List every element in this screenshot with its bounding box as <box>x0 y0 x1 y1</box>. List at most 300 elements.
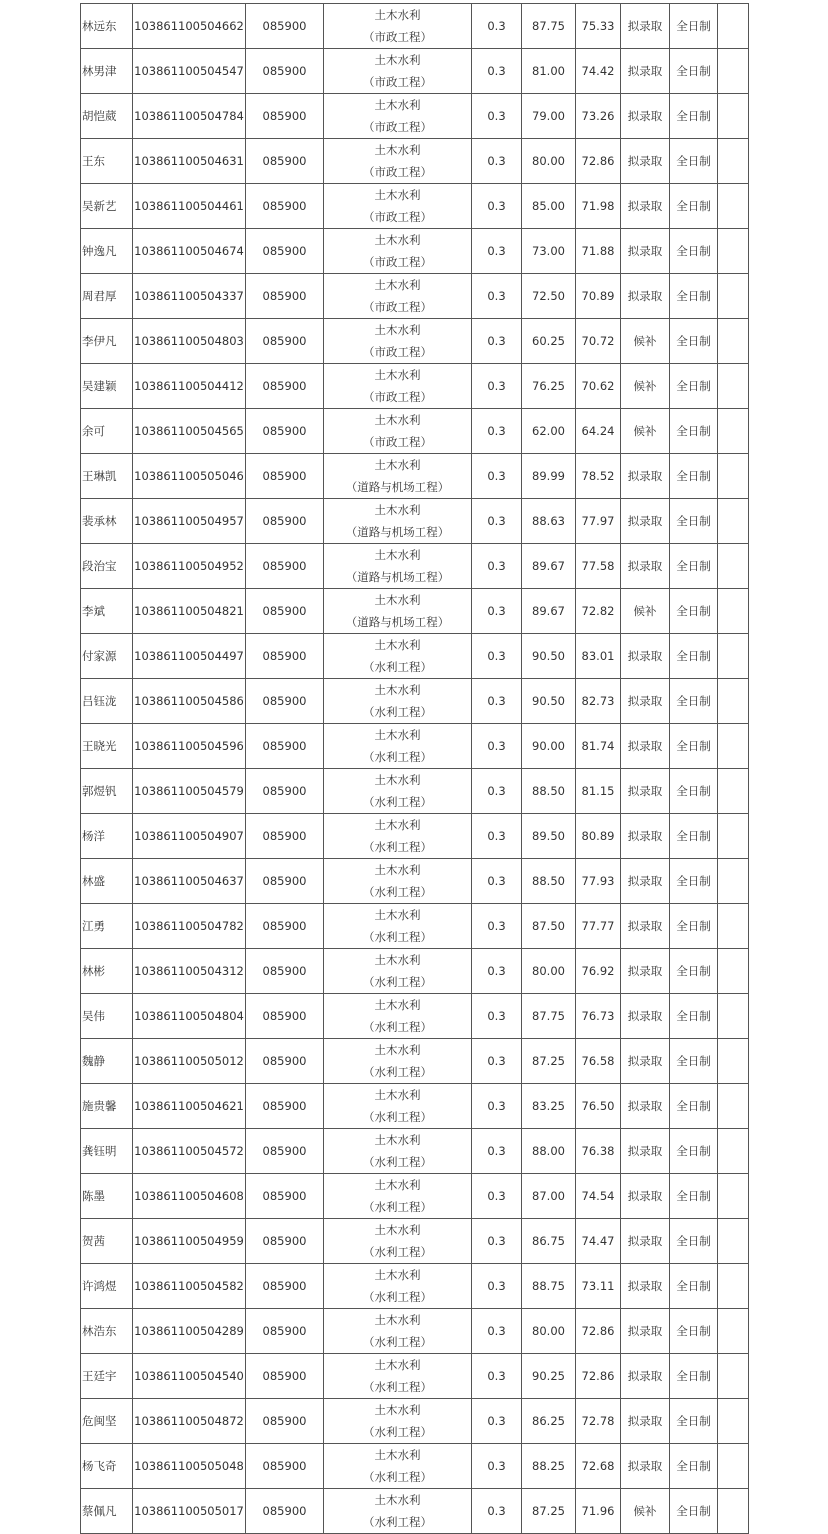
cell-major <box>324 724 472 769</box>
major-direction: （水利工程） <box>363 975 432 989</box>
cell-retest-score: 86.25 <box>522 1399 576 1444</box>
cell-retest-score: 85.00 <box>522 184 576 229</box>
cell-total-score: 76.50 <box>576 1084 621 1129</box>
cell-name: 杨飞奇 <box>81 1444 133 1489</box>
major-name: 土木水利 <box>374 1133 421 1147</box>
cell-retest-score: 62.00 <box>522 409 576 454</box>
table-row <box>81 184 749 229</box>
cell-exam-id: 103861100504821 <box>133 589 246 634</box>
cell-major <box>324 679 472 724</box>
cell-remark <box>718 409 749 454</box>
major-name: 土木水利 <box>374 1403 421 1417</box>
cell-major <box>324 1309 472 1354</box>
cell-retest-score: 90.50 <box>522 679 576 724</box>
cell-remark <box>718 184 749 229</box>
cell-exam-id: 103861100504804 <box>133 994 246 1039</box>
major-name: 土木水利 <box>374 1178 421 1192</box>
cell-remark <box>718 1264 749 1309</box>
cell-total-score: 72.86 <box>576 1354 621 1399</box>
cell-weight: 0.3 <box>472 49 522 94</box>
major-direction: （水利工程） <box>363 885 432 899</box>
cell-name: 施贵馨 <box>81 1084 133 1129</box>
cell-name: 林盛 <box>81 859 133 904</box>
cell-name: 吴伟 <box>81 994 133 1039</box>
cell-name: 王东 <box>81 139 133 184</box>
major-name: 土木水利 <box>374 8 421 22</box>
table-row <box>81 949 749 994</box>
cell-exam-id: 103861100504952 <box>133 544 246 589</box>
cell-major-code: 085900 <box>246 1264 324 1309</box>
major-name: 土木水利 <box>374 863 421 877</box>
cell-study-type: 全日制 <box>670 994 718 1039</box>
cell-remark <box>718 634 749 679</box>
cell-major-code: 085900 <box>246 679 324 724</box>
cell-major <box>324 544 472 589</box>
major-direction: （水利工程） <box>363 1155 432 1169</box>
cell-major-code: 085900 <box>246 454 324 499</box>
major-name: 土木水利 <box>374 1313 421 1327</box>
cell-exam-id: 103861100504540 <box>133 1354 246 1399</box>
cell-weight: 0.3 <box>472 724 522 769</box>
cell-major <box>324 634 472 679</box>
cell-exam-id: 103861100504547 <box>133 49 246 94</box>
cell-major <box>324 949 472 994</box>
table-row <box>81 724 749 769</box>
major-direction: （道路与机场工程） <box>345 615 450 629</box>
cell-retest-score: 73.00 <box>522 229 576 274</box>
cell-name: 蔡佩凡 <box>81 1489 133 1534</box>
cell-major-code: 085900 <box>246 229 324 274</box>
cell-total-score: 76.92 <box>576 949 621 994</box>
table-row <box>81 1489 749 1534</box>
cell-weight: 0.3 <box>472 454 522 499</box>
table-row <box>81 544 749 589</box>
cell-major <box>324 184 472 229</box>
cell-study-type: 全日制 <box>670 1174 718 1219</box>
cell-status: 拟录取 <box>621 1444 670 1489</box>
cell-status: 候补 <box>621 409 670 454</box>
cell-name: 贺茜 <box>81 1219 133 1264</box>
cell-study-type: 全日制 <box>670 1489 718 1534</box>
cell-exam-id: 103861100504337 <box>133 274 246 319</box>
cell-retest-score: 88.75 <box>522 1264 576 1309</box>
cell-exam-id: 103861100504621 <box>133 1084 246 1129</box>
cell-name: 危闽坚 <box>81 1399 133 1444</box>
cell-retest-score: 60.25 <box>522 319 576 364</box>
cell-major <box>324 1264 472 1309</box>
major-direction: （市政工程） <box>363 390 432 404</box>
major-name: 土木水利 <box>374 638 421 652</box>
table-row <box>81 1174 749 1219</box>
major-name: 土木水利 <box>374 1358 421 1372</box>
cell-exam-id: 103861100504608 <box>133 1174 246 1219</box>
cell-total-score: 80.89 <box>576 814 621 859</box>
cell-weight: 0.3 <box>472 904 522 949</box>
cell-major-code: 085900 <box>246 544 324 589</box>
cell-retest-score: 87.50 <box>522 904 576 949</box>
cell-name: 杨洋 <box>81 814 133 859</box>
cell-weight: 0.3 <box>472 814 522 859</box>
cell-major-code: 085900 <box>246 139 324 184</box>
cell-study-type: 全日制 <box>670 949 718 994</box>
cell-study-type: 全日制 <box>670 544 718 589</box>
admission-table <box>80 3 749 1534</box>
major-name: 土木水利 <box>374 593 421 607</box>
cell-exam-id: 103861100505046 <box>133 454 246 499</box>
cell-study-type: 全日制 <box>670 319 718 364</box>
cell-remark <box>718 499 749 544</box>
cell-remark <box>718 589 749 634</box>
cell-status: 拟录取 <box>621 634 670 679</box>
cell-retest-score: 72.50 <box>522 274 576 319</box>
cell-status: 拟录取 <box>621 1174 670 1219</box>
cell-major <box>324 904 472 949</box>
cell-remark <box>718 454 749 499</box>
cell-status: 拟录取 <box>621 544 670 589</box>
major-name: 土木水利 <box>374 458 421 472</box>
cell-weight: 0.3 <box>472 139 522 184</box>
cell-major <box>324 589 472 634</box>
cell-total-score: 71.96 <box>576 1489 621 1534</box>
cell-study-type: 全日制 <box>670 1219 718 1264</box>
cell-retest-score: 89.50 <box>522 814 576 859</box>
cell-major <box>324 139 472 184</box>
cell-status: 拟录取 <box>621 1129 670 1174</box>
cell-status: 拟录取 <box>621 229 670 274</box>
cell-exam-id: 103861100504579 <box>133 769 246 814</box>
cell-total-score: 72.86 <box>576 1309 621 1354</box>
cell-study-type: 全日制 <box>670 1039 718 1084</box>
cell-retest-score: 90.50 <box>522 634 576 679</box>
cell-major <box>324 49 472 94</box>
cell-study-type: 全日制 <box>670 589 718 634</box>
cell-exam-id: 103861100504959 <box>133 1219 246 1264</box>
cell-major <box>324 1354 472 1399</box>
table-row <box>81 49 749 94</box>
cell-retest-score: 80.00 <box>522 139 576 184</box>
cell-total-score: 77.77 <box>576 904 621 949</box>
cell-major-code: 085900 <box>246 1084 324 1129</box>
cell-major <box>324 229 472 274</box>
cell-retest-score: 89.99 <box>522 454 576 499</box>
cell-major-code: 085900 <box>246 904 324 949</box>
major-direction: （水利工程） <box>363 1065 432 1079</box>
cell-exam-id: 103861100504289 <box>133 1309 246 1354</box>
cell-exam-id: 103861100504957 <box>133 499 246 544</box>
cell-weight: 0.3 <box>472 949 522 994</box>
cell-major <box>324 994 472 1039</box>
cell-total-score: 81.15 <box>576 769 621 814</box>
table-row <box>81 1084 749 1129</box>
cell-total-score: 74.42 <box>576 49 621 94</box>
major-direction: （市政工程） <box>363 165 432 179</box>
cell-retest-score: 88.63 <box>522 499 576 544</box>
major-name: 土木水利 <box>374 503 421 517</box>
major-direction: （水利工程） <box>363 1380 432 1394</box>
cell-major-code: 085900 <box>246 1039 324 1084</box>
cell-remark <box>718 859 749 904</box>
major-direction: （水利工程） <box>363 795 432 809</box>
cell-status: 拟录取 <box>621 994 670 1039</box>
table-row <box>81 589 749 634</box>
cell-name: 林浩东 <box>81 1309 133 1354</box>
cell-exam-id: 103861100504596 <box>133 724 246 769</box>
table-row <box>81 1039 749 1084</box>
cell-major-code: 085900 <box>246 949 324 994</box>
cell-name: 王晓光 <box>81 724 133 769</box>
cell-remark <box>718 364 749 409</box>
major-name: 土木水利 <box>374 278 421 292</box>
cell-major-code: 085900 <box>246 499 324 544</box>
cell-status: 候补 <box>621 319 670 364</box>
major-direction: （水利工程） <box>363 1020 432 1034</box>
cell-study-type: 全日制 <box>670 274 718 319</box>
cell-study-type: 全日制 <box>670 364 718 409</box>
cell-status: 拟录取 <box>621 1084 670 1129</box>
cell-major <box>324 1039 472 1084</box>
major-direction: （水利工程） <box>363 1110 432 1124</box>
cell-remark <box>718 994 749 1039</box>
cell-name: 胡恺葳 <box>81 94 133 139</box>
major-direction: （市政工程） <box>363 120 432 134</box>
cell-exam-id: 103861100505017 <box>133 1489 246 1534</box>
cell-weight: 0.3 <box>472 1129 522 1174</box>
cell-total-score: 72.82 <box>576 589 621 634</box>
cell-status: 拟录取 <box>621 499 670 544</box>
cell-total-score: 77.93 <box>576 859 621 904</box>
cell-status: 候补 <box>621 1489 670 1534</box>
cell-total-score: 83.01 <box>576 634 621 679</box>
cell-remark <box>718 724 749 769</box>
major-name: 土木水利 <box>374 773 421 787</box>
cell-study-type: 全日制 <box>670 1354 718 1399</box>
cell-remark <box>718 319 749 364</box>
cell-major <box>324 769 472 814</box>
cell-remark <box>718 139 749 184</box>
cell-study-type: 全日制 <box>670 679 718 724</box>
major-name: 土木水利 <box>374 233 421 247</box>
table-row <box>81 364 749 409</box>
cell-major <box>324 319 472 364</box>
cell-weight: 0.3 <box>472 544 522 589</box>
cell-name: 林男津 <box>81 49 133 94</box>
cell-name: 江勇 <box>81 904 133 949</box>
major-name: 土木水利 <box>374 188 421 202</box>
cell-exam-id: 103861100504461 <box>133 184 246 229</box>
cell-total-score: 71.88 <box>576 229 621 274</box>
table-row <box>81 139 749 184</box>
cell-remark <box>718 679 749 724</box>
cell-study-type: 全日制 <box>670 1129 718 1174</box>
cell-weight: 0.3 <box>472 1444 522 1489</box>
cell-major-code: 085900 <box>246 814 324 859</box>
cell-retest-score: 88.00 <box>522 1129 576 1174</box>
cell-name: 李斌 <box>81 589 133 634</box>
cell-weight: 0.3 <box>472 409 522 454</box>
table-row <box>81 454 749 499</box>
cell-major-code: 085900 <box>246 589 324 634</box>
cell-total-score: 75.33 <box>576 4 621 49</box>
major-direction: （水利工程） <box>363 1245 432 1259</box>
cell-major-code: 085900 <box>246 49 324 94</box>
major-direction: （市政工程） <box>363 345 432 359</box>
cell-study-type: 全日制 <box>670 904 718 949</box>
table-row <box>81 904 749 949</box>
major-name: 土木水利 <box>374 953 421 967</box>
major-direction: （市政工程） <box>363 300 432 314</box>
major-name: 土木水利 <box>374 53 421 67</box>
cell-major <box>324 4 472 49</box>
cell-retest-score: 79.00 <box>522 94 576 139</box>
cell-total-score: 81.74 <box>576 724 621 769</box>
cell-retest-score: 90.00 <box>522 724 576 769</box>
cell-exam-id: 103861100505012 <box>133 1039 246 1084</box>
cell-weight: 0.3 <box>472 1264 522 1309</box>
cell-study-type: 全日制 <box>670 4 718 49</box>
cell-major-code: 085900 <box>246 364 324 409</box>
cell-major <box>324 814 472 859</box>
admission-list-sheet <box>80 3 748 1534</box>
cell-study-type: 全日制 <box>670 1084 718 1129</box>
cell-major <box>324 1174 472 1219</box>
table-row <box>81 499 749 544</box>
cell-name: 段治宝 <box>81 544 133 589</box>
cell-weight: 0.3 <box>472 364 522 409</box>
cell-study-type: 全日制 <box>670 859 718 904</box>
table-row <box>81 94 749 139</box>
major-direction: （道路与机场工程） <box>345 480 450 494</box>
major-name: 土木水利 <box>374 1268 421 1282</box>
cell-remark <box>718 904 749 949</box>
cell-status: 拟录取 <box>621 4 670 49</box>
cell-total-score: 72.86 <box>576 139 621 184</box>
cell-retest-score: 83.25 <box>522 1084 576 1129</box>
cell-status: 拟录取 <box>621 859 670 904</box>
cell-retest-score: 89.67 <box>522 589 576 634</box>
cell-total-score: 77.97 <box>576 499 621 544</box>
cell-total-score: 76.73 <box>576 994 621 1039</box>
cell-name: 钟逸凡 <box>81 229 133 274</box>
cell-status: 拟录取 <box>621 1399 670 1444</box>
cell-total-score: 74.54 <box>576 1174 621 1219</box>
major-name: 土木水利 <box>374 548 421 562</box>
cell-status: 拟录取 <box>621 49 670 94</box>
cell-study-type: 全日制 <box>670 499 718 544</box>
cell-status: 拟录取 <box>621 184 670 229</box>
cell-remark <box>718 1354 749 1399</box>
cell-total-score: 72.68 <box>576 1444 621 1489</box>
cell-status: 拟录取 <box>621 1309 670 1354</box>
cell-remark <box>718 274 749 319</box>
cell-name: 李伊凡 <box>81 319 133 364</box>
cell-retest-score: 88.25 <box>522 1444 576 1489</box>
cell-exam-id: 103861100504803 <box>133 319 246 364</box>
cell-retest-score: 88.50 <box>522 859 576 904</box>
cell-weight: 0.3 <box>472 769 522 814</box>
table-row <box>81 409 749 454</box>
cell-exam-id: 103861100504497 <box>133 634 246 679</box>
cell-exam-id: 103861100504312 <box>133 949 246 994</box>
cell-name: 付家源 <box>81 634 133 679</box>
cell-name: 许鸿煜 <box>81 1264 133 1309</box>
cell-status: 拟录取 <box>621 904 670 949</box>
cell-study-type: 全日制 <box>670 94 718 139</box>
cell-retest-score: 80.00 <box>522 949 576 994</box>
cell-weight: 0.3 <box>472 679 522 724</box>
table-row <box>81 859 749 904</box>
cell-exam-id: 103861100504872 <box>133 1399 246 1444</box>
cell-total-score: 70.62 <box>576 364 621 409</box>
cell-remark <box>718 544 749 589</box>
cell-study-type: 全日制 <box>670 1444 718 1489</box>
cell-status: 拟录取 <box>621 1354 670 1399</box>
cell-major-code: 085900 <box>246 4 324 49</box>
cell-study-type: 全日制 <box>670 1264 718 1309</box>
cell-remark <box>718 229 749 274</box>
cell-retest-score: 88.50 <box>522 769 576 814</box>
cell-major <box>324 1444 472 1489</box>
cell-study-type: 全日制 <box>670 49 718 94</box>
cell-total-score: 70.72 <box>576 319 621 364</box>
cell-remark <box>718 1444 749 1489</box>
cell-major-code: 085900 <box>246 1489 324 1534</box>
cell-weight: 0.3 <box>472 229 522 274</box>
cell-study-type: 全日制 <box>670 769 718 814</box>
cell-total-score: 72.78 <box>576 1399 621 1444</box>
major-direction: （市政工程） <box>363 30 432 44</box>
cell-study-type: 全日制 <box>670 634 718 679</box>
cell-exam-id: 103861100504586 <box>133 679 246 724</box>
table-row <box>81 1444 749 1489</box>
cell-retest-score: 86.75 <box>522 1219 576 1264</box>
table-row <box>81 4 749 49</box>
cell-name: 王廷宇 <box>81 1354 133 1399</box>
cell-status: 拟录取 <box>621 139 670 184</box>
cell-major-code: 085900 <box>246 184 324 229</box>
cell-major-code: 085900 <box>246 859 324 904</box>
cell-major-code: 085900 <box>246 994 324 1039</box>
cell-remark <box>718 1084 749 1129</box>
cell-major <box>324 1084 472 1129</box>
table-row <box>81 1264 749 1309</box>
cell-study-type: 全日制 <box>670 229 718 274</box>
major-direction: （水利工程） <box>363 660 432 674</box>
cell-exam-id: 103861100504412 <box>133 364 246 409</box>
cell-exam-id: 103861100504907 <box>133 814 246 859</box>
major-name: 土木水利 <box>374 1043 421 1057</box>
cell-name: 郭煜钒 <box>81 769 133 814</box>
cell-retest-score: 87.75 <box>522 994 576 1039</box>
cell-study-type: 全日制 <box>670 184 718 229</box>
cell-major-code: 085900 <box>246 319 324 364</box>
cell-status: 拟录取 <box>621 1219 670 1264</box>
major-direction: （水利工程） <box>363 1200 432 1214</box>
cell-major <box>324 364 472 409</box>
table-row <box>81 769 749 814</box>
cell-total-score: 76.38 <box>576 1129 621 1174</box>
cell-major <box>324 454 472 499</box>
cell-name: 周君厚 <box>81 274 133 319</box>
cell-total-score: 71.98 <box>576 184 621 229</box>
cell-exam-id: 103861100504784 <box>133 94 246 139</box>
major-direction: （水利工程） <box>363 1425 432 1439</box>
cell-remark <box>718 1309 749 1354</box>
cell-total-score: 77.58 <box>576 544 621 589</box>
cell-major-code: 085900 <box>246 1309 324 1354</box>
cell-study-type: 全日制 <box>670 454 718 499</box>
cell-weight: 0.3 <box>472 1309 522 1354</box>
cell-major <box>324 274 472 319</box>
